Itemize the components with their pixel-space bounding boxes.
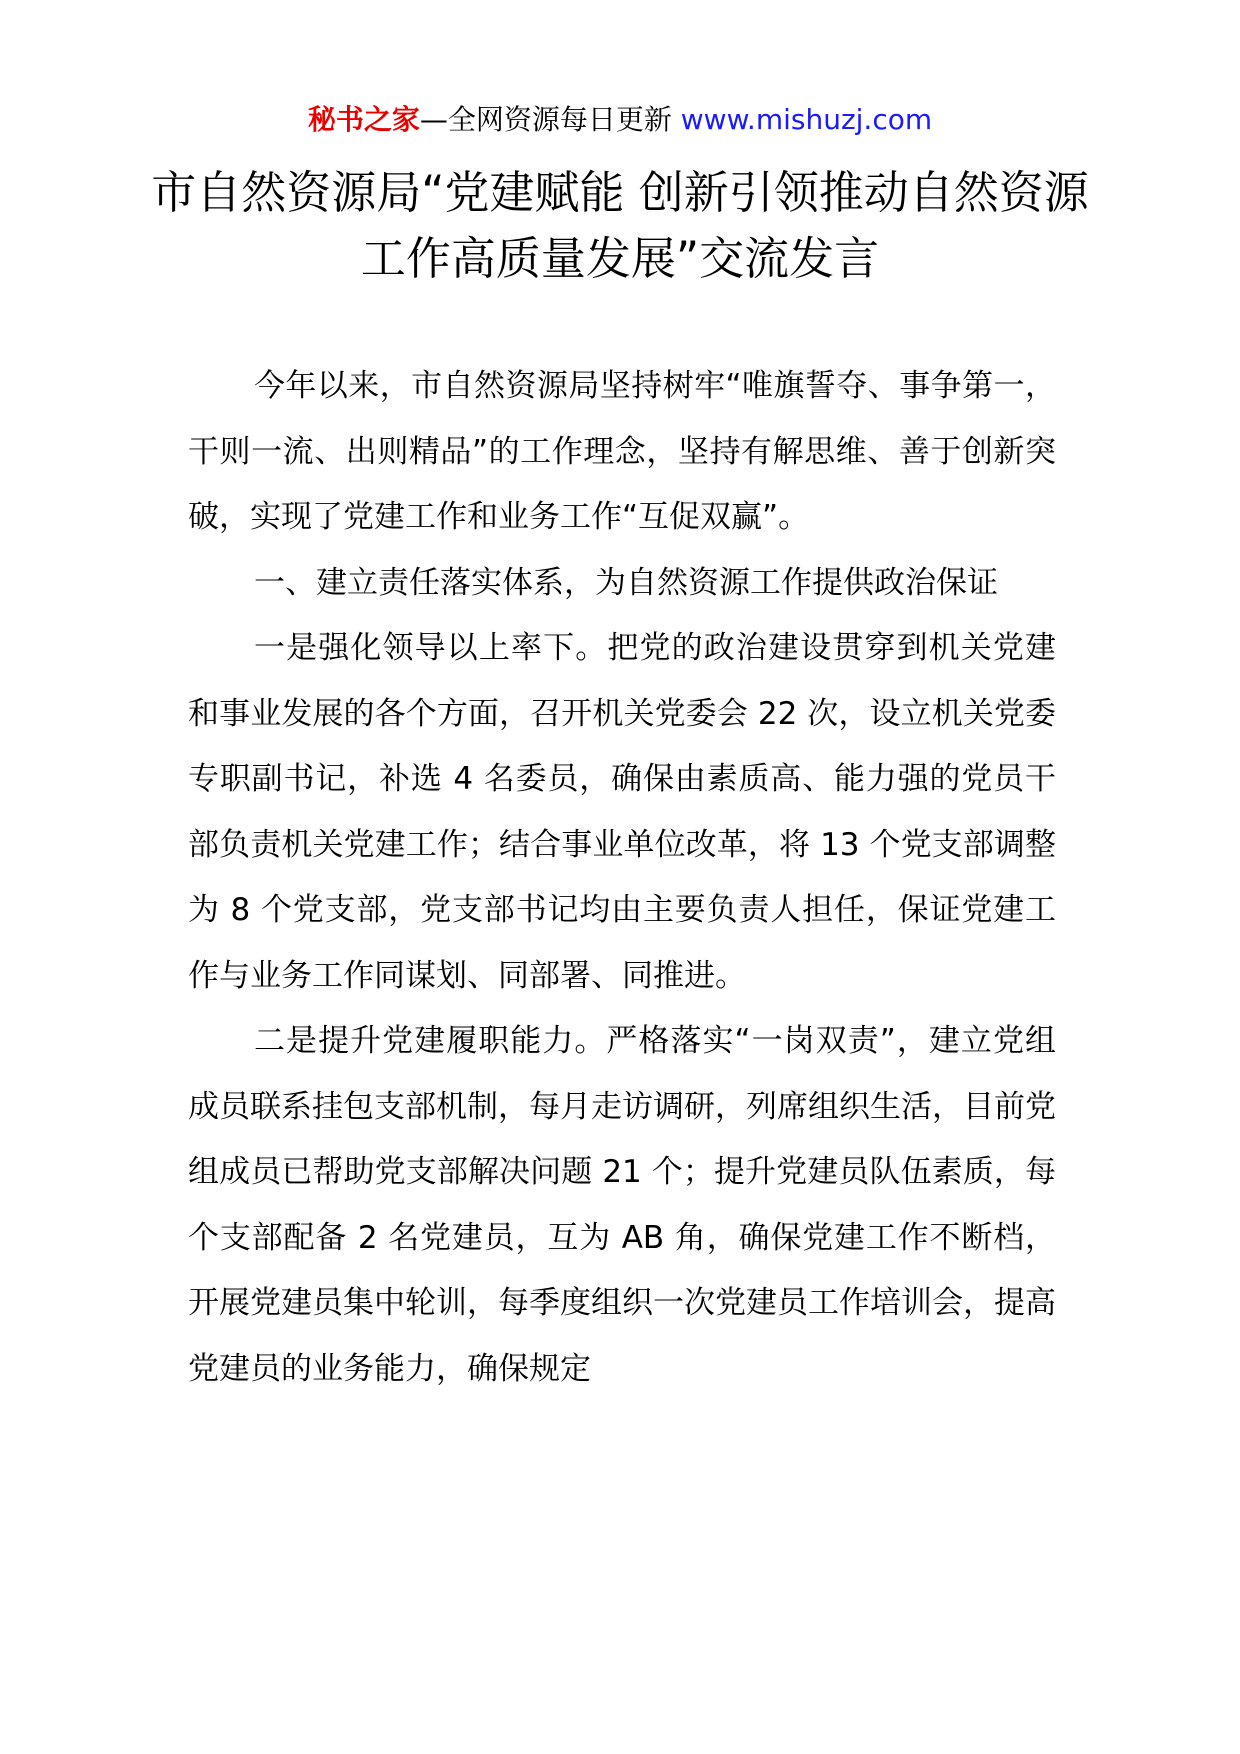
body-paragraph-1: 一是强化领导以上率下。把党的政治建设贯穿到机关党建和事业发展的各个方面，召开机关党委会 22 次，设立机关党委专职副书记，补选 4 名委员，确保由素质高、能力强的党员干部负责机关党建工作；结合事业单位改革，将 13 个党支部调整为 8 个党支部，党支部书记均由主要负责人担任，保证党建工作与业务工作同谋划、同部署、同推进。 bbox=[188, 630, 1056, 994]
document-title: 市自然资源局“党建赋能 创新引领推动自然资源工作高质量发展”交流发言 bbox=[151, 166, 1089, 285]
site-url-link[interactable]: www.mishuzj.com bbox=[680, 103, 933, 136]
source-header bbox=[0, 100, 1240, 140]
site-tagline: —全网资源每日更新 bbox=[419, 103, 681, 136]
body-paragraph-2: 二是提升党建履职能力。严格落实“一岗双责”，建立党组成员联系挂包支部机制，每月走访调研，列席组织生活，目前党组成员已帮助党支部解决问题 21 个；提升党建员队伍素质，每个支部配备 2 名党建员，互为 AB 角，确保党建工作不断档，开展党建员集中轮训，每季度组织一次党建员工作培训会，提高党建员的业务能力，确保规定 bbox=[188, 1023, 1056, 1387]
section-heading-1: 一、建立责任落实体系，为自然资源工作提供政治保证 bbox=[254, 564, 998, 601]
document-body bbox=[188, 354, 1056, 1402]
site-name: 秘书之家 bbox=[307, 103, 420, 136]
intro-paragraph: 今年以来，市自然资源局坚持树牢“唯旗誓夺、事争第一，干则一流、出则精品”的工作理念，坚持有解思维、善于创新突破，实现了党建工作和业务工作“互促双赢”。 bbox=[188, 368, 1056, 535]
